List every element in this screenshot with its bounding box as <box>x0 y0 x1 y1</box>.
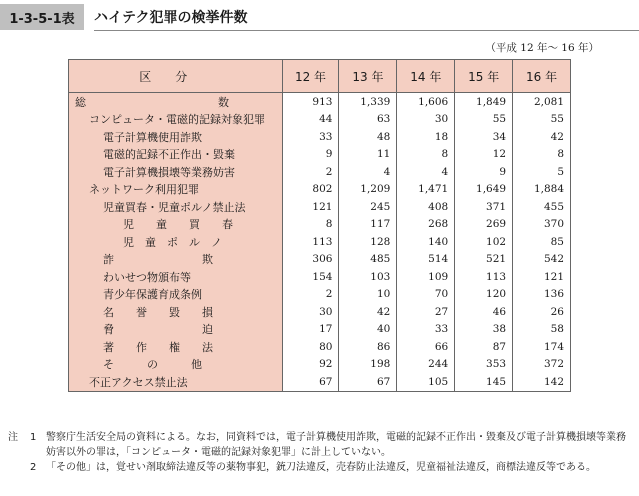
cell-value: 70 <box>397 286 455 304</box>
note-text: 警察庁生活安全局の資料による。なお，同資料では，電子計算機使用詐欺，電磁的記録不正作出・毀棄及び電子計算機損壊等業務妨害以外の罪は，「コンピュータ・電磁的記録対象犯罪」に計上していない。 <box>46 432 626 458</box>
cell-value: 30 <box>397 111 455 129</box>
cell-value: 85 <box>513 233 571 251</box>
cell-value: 142 <box>513 373 571 391</box>
category-header: 区分 <box>69 60 283 93</box>
cell-value: 370 <box>513 216 571 234</box>
cell-value: 408 <box>397 198 455 216</box>
row-label: コンピュータ・電磁的記録対象犯罪 <box>69 111 283 129</box>
cell-value: 92 <box>282 356 339 374</box>
cell-value: 802 <box>282 181 339 199</box>
cell-value: 913 <box>282 93 339 111</box>
cell-value: 5 <box>513 163 571 181</box>
row-label: 詐 欺 <box>69 251 283 269</box>
page-title: ハイテク犯罪の検挙件数 <box>94 4 639 31</box>
cell-value: 27 <box>397 303 455 321</box>
table-row <box>69 233 571 251</box>
cell-value: 33 <box>397 321 455 339</box>
note-item <box>8 460 633 475</box>
cell-value: 67 <box>339 373 397 391</box>
table-row <box>69 321 571 339</box>
table-row <box>69 356 571 374</box>
cell-value: 63 <box>339 111 397 129</box>
row-label: 著 作 権 法 <box>69 338 283 356</box>
cell-value: 66 <box>397 338 455 356</box>
note-item <box>8 430 633 460</box>
cell-value: 55 <box>513 111 571 129</box>
table-row <box>69 216 571 234</box>
cell-value: 1,606 <box>397 93 455 111</box>
cell-value: 9 <box>282 146 339 164</box>
cell-value: 42 <box>339 303 397 321</box>
cell-value: 105 <box>397 373 455 391</box>
cell-value: 8 <box>282 216 339 234</box>
table-header-row <box>69 60 571 93</box>
cell-value: 8 <box>397 146 455 164</box>
cell-value: 109 <box>397 268 455 286</box>
cell-value: 514 <box>397 251 455 269</box>
cell-value: 8 <box>513 146 571 164</box>
cell-value: 269 <box>455 216 513 234</box>
cell-value: 33 <box>282 128 339 146</box>
cell-value: 128 <box>339 233 397 251</box>
row-label: 児 童 買 春 <box>69 216 283 234</box>
cell-value: 521 <box>455 251 513 269</box>
cell-value: 1,339 <box>339 93 397 111</box>
cell-value: 67 <box>282 373 339 391</box>
title-bar <box>0 4 639 30</box>
table-row <box>69 303 571 321</box>
notes <box>8 430 633 475</box>
row-label: 電磁的記録不正作出・毀棄 <box>69 146 283 164</box>
cell-value: 1,849 <box>455 93 513 111</box>
cell-value: 121 <box>513 268 571 286</box>
table-id: 1-3-5-1表 <box>0 4 84 30</box>
row-label: 総 数 <box>69 93 283 111</box>
cell-value: 10 <box>339 286 397 304</box>
cell-value: 268 <box>397 216 455 234</box>
cell-value: 4 <box>397 163 455 181</box>
year-header: 12 年 <box>282 60 339 93</box>
cell-value: 145 <box>455 373 513 391</box>
cell-value: 38 <box>455 321 513 339</box>
row-label: そ の 他 <box>69 356 283 374</box>
year-header: 15 年 <box>455 60 513 93</box>
cell-value: 121 <box>282 198 339 216</box>
cell-value: 46 <box>455 303 513 321</box>
table-row <box>69 111 571 129</box>
cell-value: 542 <box>513 251 571 269</box>
year-header: 14 年 <box>397 60 455 93</box>
cell-value: 9 <box>455 163 513 181</box>
row-label: 脅 迫 <box>69 321 283 339</box>
cell-value: 244 <box>397 356 455 374</box>
cell-value: 30 <box>282 303 339 321</box>
row-label: わいせつ物頒布等 <box>69 268 283 286</box>
cell-value: 353 <box>455 356 513 374</box>
table-row <box>69 198 571 216</box>
table-row <box>69 93 571 111</box>
cell-value: 140 <box>397 233 455 251</box>
row-label: 青少年保護育成条例 <box>69 286 283 304</box>
year-header: 13 年 <box>339 60 397 93</box>
cell-value: 102 <box>455 233 513 251</box>
cell-value: 17 <box>282 321 339 339</box>
table-row <box>69 338 571 356</box>
cell-value: 154 <box>282 268 339 286</box>
cell-value: 306 <box>282 251 339 269</box>
cell-value: 198 <box>339 356 397 374</box>
row-label: ネットワーク利用犯罪 <box>69 181 283 199</box>
cell-value: 34 <box>455 128 513 146</box>
cell-value: 26 <box>513 303 571 321</box>
table-row <box>69 268 571 286</box>
cell-value: 80 <box>282 338 339 356</box>
note-mark: 注 <box>8 432 18 443</box>
cell-value: 18 <box>397 128 455 146</box>
cell-value: 58 <box>513 321 571 339</box>
cell-value: 372 <box>513 356 571 374</box>
data-table <box>68 59 571 392</box>
cell-value: 40 <box>339 321 397 339</box>
row-label: 電子計算機使用詐欺 <box>69 128 283 146</box>
row-label: 児童買春・児童ポルノ禁止法 <box>69 198 283 216</box>
cell-value: 2 <box>282 286 339 304</box>
cell-value: 2 <box>282 163 339 181</box>
cell-value: 103 <box>339 268 397 286</box>
cell-value: 117 <box>339 216 397 234</box>
cell-value: 2,081 <box>513 93 571 111</box>
cell-value: 136 <box>513 286 571 304</box>
note-text: 「その他」は，覚せい剤取締法違反等の薬物事犯，銃刀法違反，売春防止法違反，児童福祉法違反，商標法違反等である。 <box>46 462 596 473</box>
table-row <box>69 373 571 391</box>
note-number: 2 <box>30 462 37 473</box>
row-label: 不正アクセス禁止法 <box>69 373 283 391</box>
table-row <box>69 251 571 269</box>
cell-value: 113 <box>455 268 513 286</box>
table-row <box>69 163 571 181</box>
cell-value: 1,884 <box>513 181 571 199</box>
cell-value: 11 <box>339 146 397 164</box>
cell-value: 174 <box>513 338 571 356</box>
cell-value: 1,209 <box>339 181 397 199</box>
cell-value: 245 <box>339 198 397 216</box>
cell-value: 485 <box>339 251 397 269</box>
cell-value: 86 <box>339 338 397 356</box>
cell-value: 48 <box>339 128 397 146</box>
table-row <box>69 146 571 164</box>
row-label: 電子計算機損壊等業務妨害 <box>69 163 283 181</box>
cell-value: 44 <box>282 111 339 129</box>
era-range: （平成 12 年～ 16 年） <box>485 42 599 54</box>
cell-value: 42 <box>513 128 571 146</box>
cell-value: 55 <box>455 111 513 129</box>
note-number: 1 <box>30 432 37 443</box>
cell-value: 455 <box>513 198 571 216</box>
row-label: 名 誉 毀 損 <box>69 303 283 321</box>
cell-value: 371 <box>455 198 513 216</box>
table-row <box>69 181 571 199</box>
cell-value: 1,471 <box>397 181 455 199</box>
cell-value: 87 <box>455 338 513 356</box>
cell-value: 12 <box>455 146 513 164</box>
row-label: 児 童 ポ ル ノ <box>69 233 283 251</box>
table-body <box>69 93 571 392</box>
cell-value: 120 <box>455 286 513 304</box>
table-row <box>69 128 571 146</box>
cell-value: 113 <box>282 233 339 251</box>
cell-value: 1,649 <box>455 181 513 199</box>
cell-value: 4 <box>339 163 397 181</box>
table-row <box>69 286 571 304</box>
year-header: 16 年 <box>513 60 571 93</box>
